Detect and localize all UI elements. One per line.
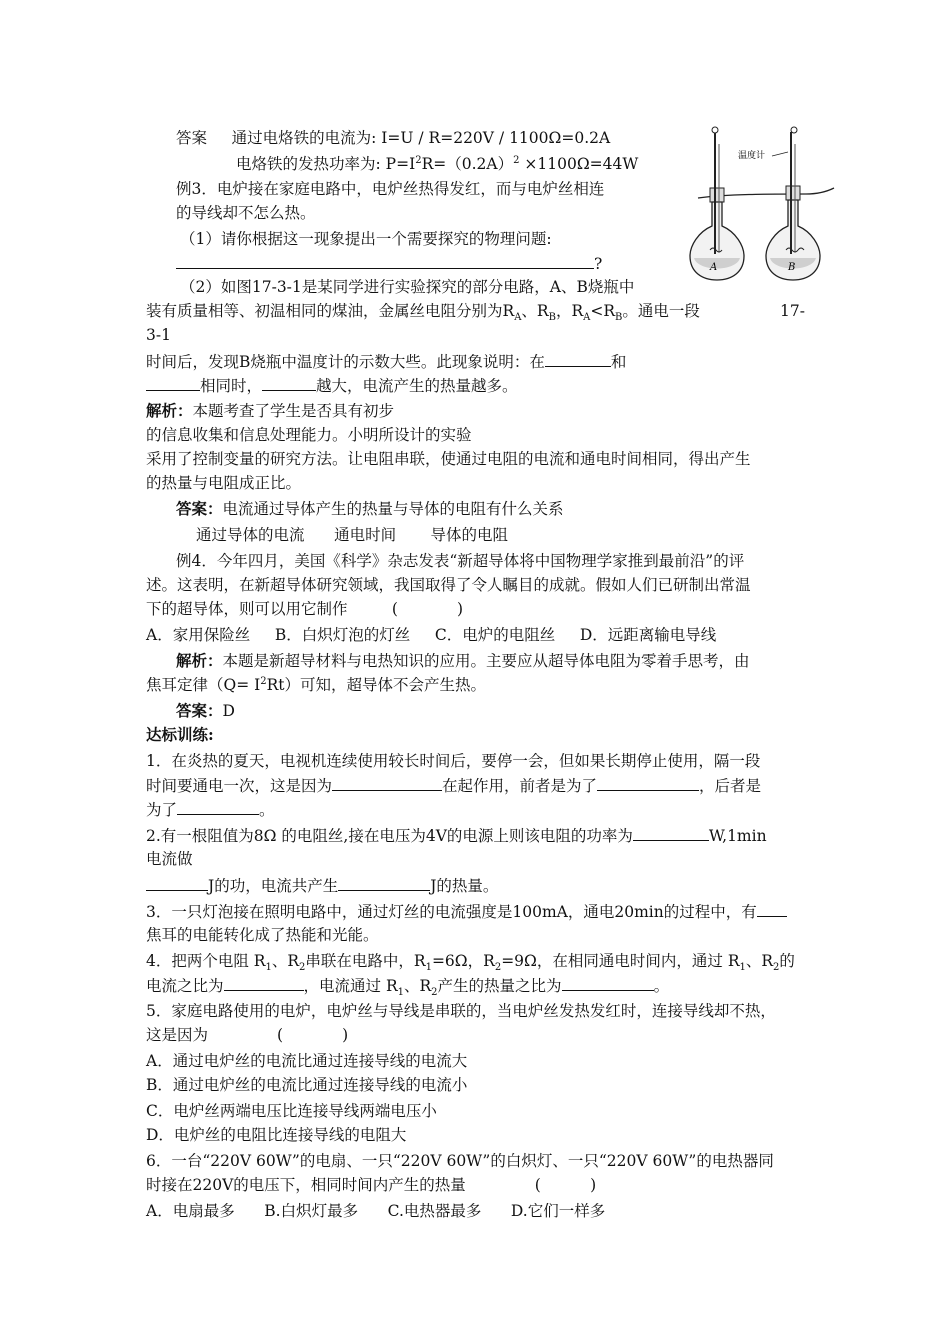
answer-blank[interactable] (562, 974, 654, 991)
analysis-label: 解析： (146, 401, 193, 420)
q2-line3: J的功，电流共产生 J的热量。 (146, 874, 498, 897)
answer-blank[interactable] (262, 374, 316, 391)
answer-blank[interactable] (597, 774, 699, 791)
prev-answer-line2: 电烙铁的发热功率为: $P=I^2R=(0.2A)^2 \times 1100\Omega=44W$ (236, 154, 639, 173)
ex3-analysis-line3: 采用了控制变量的研究方法。让电阻串联，使通过电阻的电流和通电时间相同，得出产生 (146, 450, 751, 468)
answer-blank[interactable] (633, 824, 709, 841)
ex3-line2: 的导线却不怎么热。 (176, 204, 316, 222)
q3-line2: 焦耳的电能转化成了热能和光能。 (146, 926, 379, 944)
prev-answer-label: 答案 (176, 129, 208, 147)
ex3-question2-line1: （2）如图17-3-1是某同学进行实验探究的部分电路，A、B烧瓶中 (180, 278, 635, 296)
figure-number-a: 17- (780, 302, 805, 320)
q5-line1: 5．家庭电路使用的电炉，电炉丝与导线是串联的，当电炉丝发热发红时，连接导线却不热， (146, 1002, 776, 1020)
ex4-line2: 述。这表明，在新超导体研究领域，我国取得了令人瞩目的成就。假如人们已研制出常温 (146, 576, 751, 594)
ex3-question2-line2: 装有质量相等、初温相同的煤油，金属丝电阻分别为$R_A$、$R_B$，$R_A<R_B$。通电一段 (146, 302, 700, 324)
q5-option-b: B．通过电炉丝的电流比通过连接导线的电流小 (146, 1076, 468, 1094)
section-title: 达标训练: (146, 725, 214, 744)
figure-number-b: 3-1 (146, 326, 171, 344)
flask-b-label: B (788, 262, 796, 273)
ex3-question2-line3: 时间后，发现B烧瓶中温度计的示数大些。此现象说明：在 和 (146, 350, 626, 373)
q1-line3: 为了 。 (146, 798, 275, 821)
ex4-analysis-line1: 解析：本题是新超导材料与电热知识的应用。主要应从超导体电阻为零着手思考，由 (176, 651, 750, 670)
ex3-answer-line2: 通过导体的电流 通电时间 导体的电阻 (196, 526, 509, 544)
answer-blank[interactable] (545, 350, 611, 367)
experiment-figure (688, 122, 836, 282)
flask-a (690, 127, 744, 280)
answer-blank[interactable] (177, 798, 259, 815)
q5-option-d: D．电炉丝的电阻比连接导线的电阻大 (146, 1126, 407, 1144)
ex4-line3: 下的超导体，则可以用它制作 ( ) (146, 600, 464, 618)
ex3-analysis-line1: 解析：本题考查了学生是否具有初步 (146, 401, 395, 420)
thermometer-label: 温度计 (738, 151, 766, 161)
q2-line1: 2.有一根阻值为8Ω 的电阻丝,接在电压为4V的电源上则该电阻的功率为 W,1min (146, 824, 767, 847)
answer-blank[interactable] (146, 374, 200, 391)
answer-blank[interactable] (146, 874, 208, 891)
answer-blank[interactable] (332, 774, 442, 791)
ex3-answer-line1: 答案：电流通过导体产生的热量与导体的电阻有什么关系 (176, 499, 564, 518)
q5-option-c: C．电炉丝两端电压比连接导线两端电压小 (146, 1102, 437, 1120)
analysis-label: 解析： (176, 651, 223, 670)
ex3-analysis-line4: 的热量与电阻成正比。 (146, 474, 302, 492)
q6-line2: 时接在220V的电压下，相同时间内产生的热量 ( ) (146, 1176, 597, 1194)
ex4-options: A．家用保险丝 B．白炽灯泡的灯丝 C．电炉的电阻丝 D．远距离输电导线 (146, 626, 717, 644)
q3-line1: 3．一只灯泡接在照明电路中，通过灯丝的电流强度是100mA，通电20min的过程中，有 (146, 900, 787, 923)
answer-blank[interactable] (338, 874, 430, 891)
ex3-line1: 例3．电炉接在家庭电路中，电炉丝热得发红，而与电炉丝相连 (176, 180, 605, 198)
q5-line2: 这是因为 ( ) (146, 1026, 349, 1044)
answer-blank[interactable] (757, 900, 787, 917)
flask-b (766, 127, 820, 280)
ex4-answer: 答案：D (176, 701, 235, 720)
answer-blank[interactable] (224, 974, 304, 991)
answer-label: 答案： (176, 499, 223, 518)
answer-blank[interactable] (176, 252, 594, 269)
q5-option-a: A．通过电炉丝的电流比通过连接导线的电流大 (146, 1052, 468, 1070)
q1-line1: 1．在炎热的夏天，电视机连续使用较长时间后，要停一会，但如果长期停止使用，隔一段 (146, 752, 761, 770)
prev-answer-line1 (176, 127, 610, 149)
q1-line2: 时间要通电一次，这是因为 在起作用，前者是为了 ，后者是 (146, 774, 761, 797)
ex3-analysis-line2: 的信息收集和信息处理能力。小明所设计的实验 (146, 426, 472, 444)
answer-label: 答案： (176, 701, 223, 720)
ex3-question1-blank: ? (176, 252, 602, 275)
q4-line1: 4．把两个电阻 $R_1$、$R_2$串联在电路中，$R_1=6\Omega$，$R_2=9\Omega$，在相同通电时间内，通过 $R_1$、$R_2$的 (146, 952, 795, 974)
ex4-line1: 例4．今年四月，美国《科学》杂志发表“新超导体将中国物理学家推到最前沿”的评 (176, 552, 745, 570)
ex4-analysis-line2: 焦耳定律$(Q= I^2Rt)$可知，超导体不会产生热。 (146, 675, 487, 694)
q2-line2: 电流做 (146, 850, 193, 868)
q4-line2: 电流之比为 ，电流通过 $R_1$、$R_2$产生的热量之比为 。 (146, 974, 669, 997)
flask-a-label: A (710, 262, 718, 273)
ex3-question1: （1）请你根据这一现象提出一个需要探究的物理问题: (180, 230, 552, 248)
q6-options: A．电扇最多 B.白炽灯最多 C.电热器最多 D.它们一样多 (146, 1202, 606, 1220)
prev-answer-current: 通过电烙铁的电流为: I=U / R=220V / 1100Ω=0.2A (231, 129, 611, 147)
ex3-question2-line4: 相同时， 越大，电流产生的热量越多。 (146, 374, 518, 397)
q6-line1: 6．一台“220V 60W”的电扇、一只“220V 60W”的白炽灯、一只“220V 60W”的电热器同 (146, 1152, 774, 1170)
